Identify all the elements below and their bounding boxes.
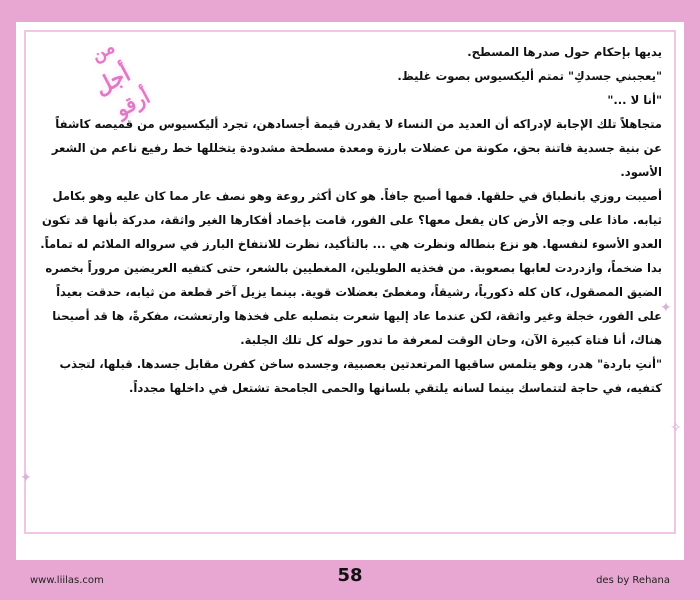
footer-designer-credit: des by Rehana <box>596 575 670 586</box>
paragraph: يديها بإحكام حول صدرها المسطح. <box>467 45 662 59</box>
logo-line-1: من <box>87 36 119 67</box>
paragraph: أصيبت روزي بانطباق في حلقها. فمها أصبح جافاً. هو كان أكثر روعة وهو نصف عار مما كان عليه وهو بكامل ثيابه. ماذا على وجه الأرض كان يفعل معها؟ على الفور، قامت بإخماد أفكارها الغير واثقة، مدركة بأنها قد تكون العدو الأسوء لنفسها. هو نزع بنطاله ونظرت هي ... بالتأكيد، نظرت للانتفاخ البارز في سرواله الملائم له تماماً. بدا ضخماً، وازدردت لعابها بصعوبة. من فخذيه الطويلين، المغطيين بالشعر، حتى كتفيه العريضين مروراً بخصره الضيق المصقول، كان كله ذكورياً، رشيقاً، ومغطىً بعضلات قوية. بينما يزيل آخر قطعة من ثيابه، حدقت بعيداً على الفور، خجلة وغير واثقة، لكن عندما عاد إليها شعرت بتصلبه على فخذها وارتعشت، مفكرةً، ها قد أصبحنا هناك، أنا فتاة كبيرة الآن، وحان الوقت لمعرفة ما تدور حوله كل تلك الجلبة. <box>40 189 662 347</box>
paragraph: "أنتِ باردة" هدر، وهو يتلمس ساقيها المرتعدتين بعصبية، وجسده ساخن كفرن مقابل جسدها. قبلها، لتجذب كتفيه، في حاجة لتتماسك بينما لسانه يلتقي بلسانها والحمى الجامحة تشتعل في داخلها مجدداً. <box>59 357 662 395</box>
paragraph: "يعجبني جسدكِ" تمتم أليكسيوس بصوت غليظ. <box>397 69 662 83</box>
paragraph: "أنا لا ..." <box>607 93 662 107</box>
logo-line-2: أجل <box>90 60 135 101</box>
star-decoration-icon: ✦ <box>660 300 672 316</box>
page-body-text <box>40 40 662 400</box>
footer-website: www.liilas.com <box>30 575 104 586</box>
star-decoration-icon: ✧ <box>670 420 682 436</box>
star-decoration-icon: ✦ <box>20 470 32 486</box>
logo-line-3: أرقو <box>111 84 154 122</box>
paragraph: متجاهلاً تلك الإجابة لإدراكه أن العديد من النساء لا يقدرن قيمة أجسادهن، تجرد أليكسيوس من قميصه كاشفاً عن بنية جسدية فاتنة بحق، مكونة من عضلات بارزة ومعدة مسطحة مشدودة يتخللها خط رفيع ناعم من الشعر الأسود. <box>51 117 662 179</box>
page-number: 58 <box>337 565 363 586</box>
